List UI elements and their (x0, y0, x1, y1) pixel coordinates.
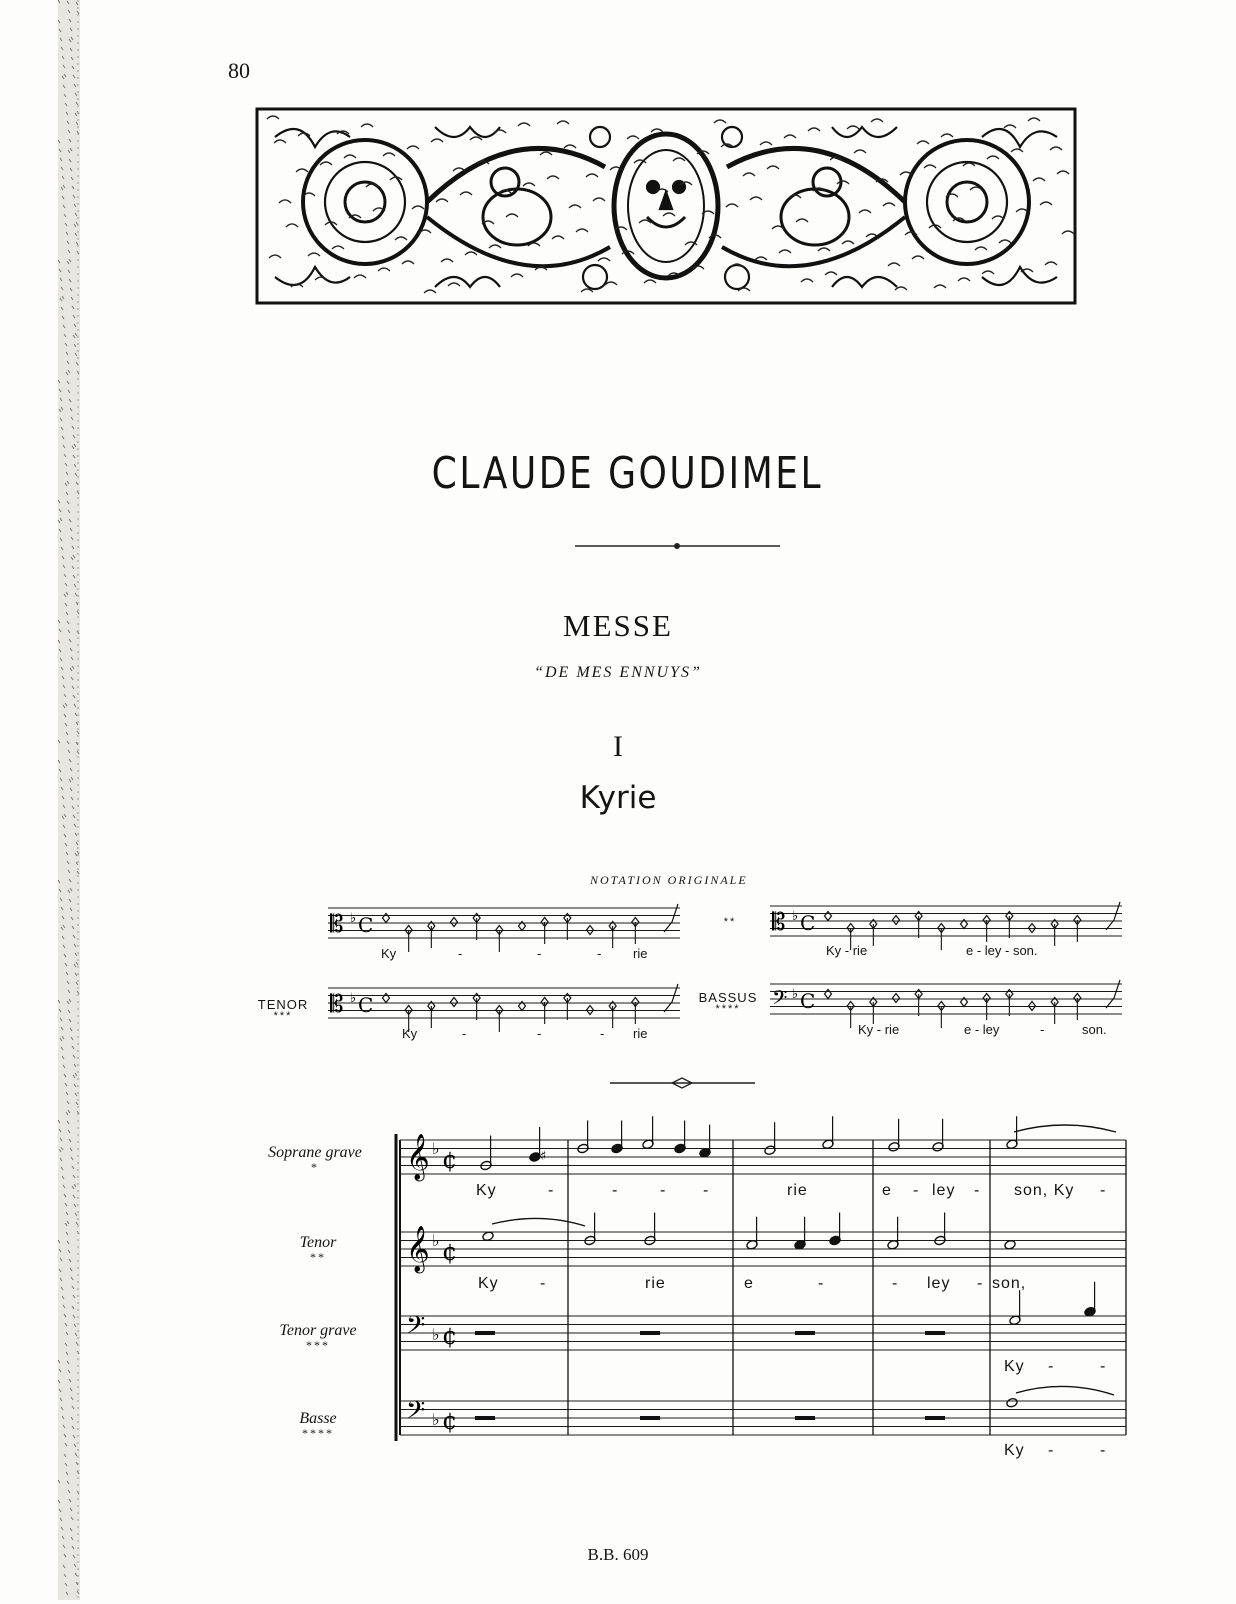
score-lyric: - (977, 1275, 984, 1292)
orig-lyric: - (1040, 1022, 1045, 1037)
flat-sign: ♭ (432, 1231, 440, 1250)
orig-voice-2-stars: ** (723, 916, 737, 928)
orig-lyric: - (537, 1026, 542, 1041)
orig-voice-4-label: BASSUS (698, 990, 758, 1005)
clef-glyph: 𝄞 (406, 1226, 430, 1272)
voice-name-label: Tenor grave (279, 1322, 357, 1339)
orig-lyric: - (537, 946, 542, 961)
whole-rest (475, 1331, 495, 1335)
basse-notes (475, 1386, 1114, 1420)
clef-glyph: 𝄡 (772, 908, 786, 936)
whole-rest (795, 1331, 815, 1335)
orig-lyric: e - ley (964, 1022, 1000, 1037)
orig-voice-3-label: TENOR (257, 997, 309, 1012)
orig-lyric: Ky - rie (826, 943, 868, 958)
clef-glyph: 𝄡 (330, 910, 344, 938)
score-lyric: - (703, 1182, 710, 1199)
score-voice-4-name (243, 1410, 393, 1441)
flat-sign: ♭ (792, 987, 799, 1002)
whole-rest (795, 1416, 815, 1420)
score-lyric: ley (932, 1182, 956, 1199)
sharp-sign: ♯ (540, 1149, 547, 1164)
score-lyric: e (744, 1275, 754, 1292)
mass-title: MESSE (563, 608, 673, 643)
score-lyric: ley (927, 1275, 951, 1292)
voice-stars: *** (306, 1338, 330, 1352)
time-signature: ¢ (442, 1238, 458, 1266)
whole-rest (640, 1416, 660, 1420)
score-lyric: - (548, 1182, 555, 1199)
time-signature: ¢ (442, 1407, 458, 1435)
flat-sign: ♭ (432, 1325, 440, 1344)
orig-lyric: Ky (402, 1026, 418, 1041)
orig-lyric: rie (633, 1026, 648, 1041)
time-signature: ¢ (442, 1146, 458, 1174)
clef-glyph: 𝄢 (772, 986, 788, 1014)
voice-stars: ** (310, 1250, 326, 1264)
score-lyric: - (1100, 1442, 1107, 1459)
score-lyric: - (818, 1275, 825, 1292)
voice-stars: **** (302, 1426, 334, 1440)
tie (492, 1218, 585, 1226)
score-lyric: rie (787, 1182, 808, 1199)
voice-name-label: Soprane grave (268, 1144, 362, 1161)
score-voice-2-name (243, 1234, 393, 1265)
whole-rest (925, 1416, 945, 1420)
orig-lyric: e - ley - son. (966, 943, 1038, 958)
note-head (1006, 1397, 1018, 1408)
score-voice-3-name (243, 1322, 393, 1353)
mensuration-sign: C (358, 993, 374, 1017)
orig-voice-3-stars: *** (273, 1010, 293, 1022)
mensuration-sign: C (800, 911, 816, 935)
orig-lyric: - (597, 946, 602, 961)
score-lyric: Ky (478, 1275, 499, 1292)
clef-glyph: 𝄡 (330, 990, 344, 1018)
score-lyric: son, (992, 1275, 1027, 1292)
orig-lyric: Ky (381, 946, 397, 961)
flat-sign: ♭ (432, 1139, 440, 1158)
score-lyric: Ky (1004, 1358, 1025, 1375)
orig-voice-4-stars: **** (715, 1003, 741, 1015)
whole-rest (925, 1331, 945, 1335)
score-lyric: son, Ky (1014, 1182, 1075, 1199)
score-lyric: - (1048, 1358, 1055, 1375)
time-signature: ¢ (442, 1322, 458, 1350)
page-number: 80 (228, 58, 250, 83)
orig-lyric: rie (633, 946, 648, 961)
orig-lyric: son. (1082, 1022, 1107, 1037)
score-voice-1-name (240, 1144, 390, 1175)
flat-sign: ♭ (350, 911, 357, 926)
original-notation-label: NOTATION ORIGINALE (590, 873, 748, 887)
voice-name-label: Basse (299, 1410, 337, 1427)
voice-stars: * (311, 1160, 319, 1174)
score-lyric: e (882, 1182, 892, 1199)
clef-glyph: 𝄞 (406, 1134, 430, 1180)
mensuration-sign: C (358, 913, 374, 937)
score-lyric: - (540, 1275, 547, 1292)
orig-lyric: - (458, 946, 463, 961)
score-lyric: - (913, 1182, 920, 1199)
clef-glyph: 𝄢 (406, 1311, 426, 1346)
orig-lyric: - (600, 1026, 605, 1041)
flat-sign: ♭ (350, 991, 357, 1006)
orig-lyric: Ky - rie (858, 1022, 900, 1037)
score-lyric: - (892, 1275, 899, 1292)
flat-sign: ♭ (432, 1410, 440, 1429)
score-lyric: rie (645, 1275, 666, 1292)
score-staff (400, 1226, 1126, 1274)
mensuration-sign: C (800, 989, 816, 1013)
flat-sign: ♭ (792, 909, 799, 924)
tenor-notes (482, 1213, 1016, 1251)
score-lyric: - (1048, 1442, 1055, 1459)
whole-rest (640, 1331, 660, 1335)
score-lyric: - (660, 1182, 667, 1199)
mass-subtitle: “DE MES ENNUYS” (534, 664, 702, 681)
tie (1014, 1125, 1116, 1132)
soprane-notes (480, 1116, 1116, 1171)
clef-glyph: 𝄢 (406, 1396, 426, 1431)
score-lyric: - (612, 1182, 619, 1199)
plate-number: B.B. 609 (587, 1545, 649, 1564)
voice-name-label: Tenor (299, 1234, 337, 1251)
score-lyric: - (974, 1182, 981, 1199)
score-lyric: - (1100, 1358, 1107, 1375)
score-lyric: - (1100, 1182, 1107, 1199)
whole-rest (475, 1416, 495, 1420)
movement-title: Kyrie (579, 780, 657, 816)
score-lyric: Ky (1004, 1442, 1025, 1459)
tie (1016, 1386, 1114, 1395)
orig-lyric: - (462, 1026, 467, 1041)
composer-name: CLAUDE GOUDIMEL (431, 448, 824, 499)
movement-number: I (613, 730, 623, 763)
score-lyric: Ky (476, 1182, 497, 1199)
